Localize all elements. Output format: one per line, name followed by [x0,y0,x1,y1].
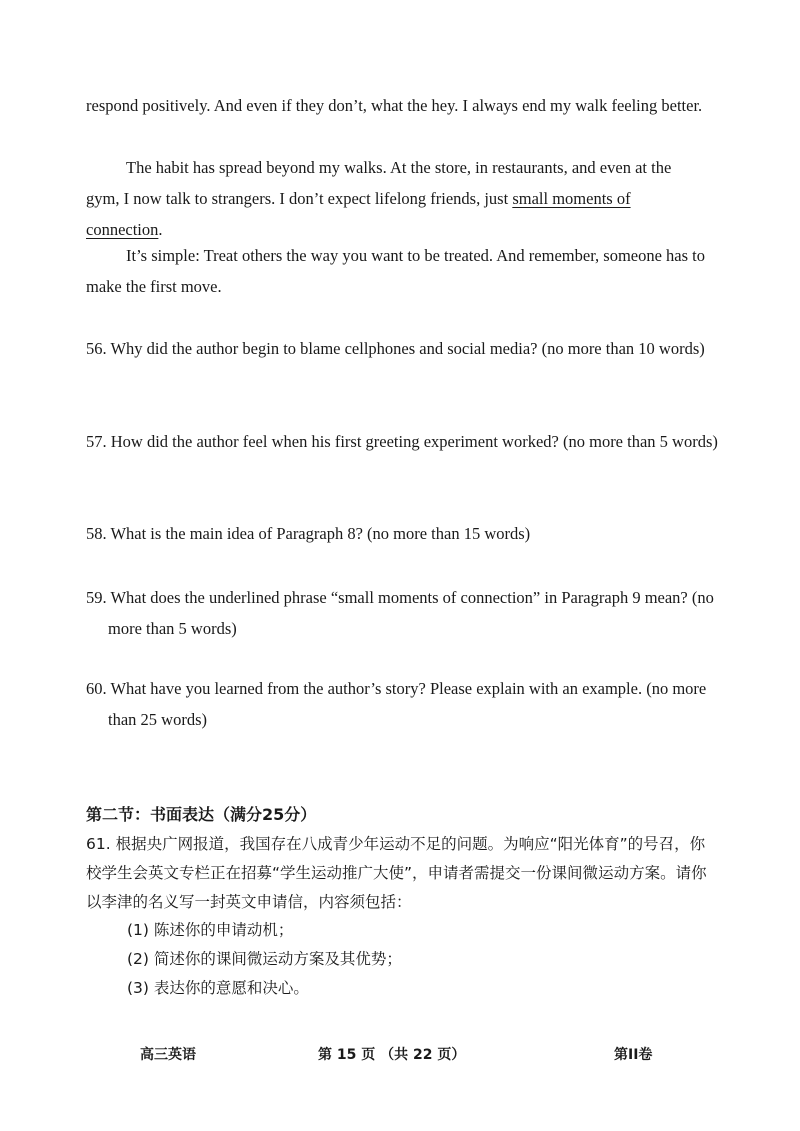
paragraph-2-text: The habit has spread beyond my walks. At the store, in restaurants, and even at the gym, I now talk to strangers. I don’t expect lifelong friends, just [86,158,672,208]
question-57: 57. How did the author feel when his first greeting experiment worked? (no more than 5 words) [86,432,718,451]
writing-task-prompt: 61. 根据央广网报道，我国存在八成青少年运动不足的问题。为响应“阳光体育”的号召，你校学生会英文专栏正在招募“学生运动推广大使”，申请者需提交一份课间微运动方案。请你以李津的名义写一封英文申请信，内容须包括： [86,835,707,911]
footer-subject: 高三英语 [140,1047,196,1063]
question-58: 58. What is the main idea of Paragraph 8? (no more than 15 words) [86,524,531,543]
footer-page-number: 第 15 页 （共 22 页） [318,1047,466,1063]
requirement-item: (3) 表达你的意愿和决心。 [127,979,309,997]
question-59: 59. What does the underlined phrase “small moments of connection” in Paragraph 9 mean? (no more than 5 words) [86,588,714,638]
question-56: 56. Why did the author begin to blame cellphones and social media? (no more than 10 words) [86,339,705,358]
writing-section-title: 第二节：书面表达（满分25分） [86,805,317,824]
underlined-phrase: small moments of connection [86,189,631,239]
passage-paragraph-1: respond positively. And even if they don’t, what the hey. I always end my walk feeling better. [86,96,703,115]
paragraph-2-end: . [158,220,163,239]
passage-paragraph-2 [86,152,706,245]
footer-volume: 第II卷 [614,1047,653,1063]
requirement-item: (2) 简述你的课间微运动方案及其优势； [127,950,402,968]
requirement-item: (1) 陈述你的申请动机； [127,921,294,939]
question-60: 60. What have you learned from the author’s story? Please explain with an example. (no more than 25 words) [86,679,707,729]
writing-requirements [127,916,402,1003]
passage-paragraph-3: It’s simple: Treat others the way you want to be treated. And remember, someone has to make the first move. [86,246,706,296]
